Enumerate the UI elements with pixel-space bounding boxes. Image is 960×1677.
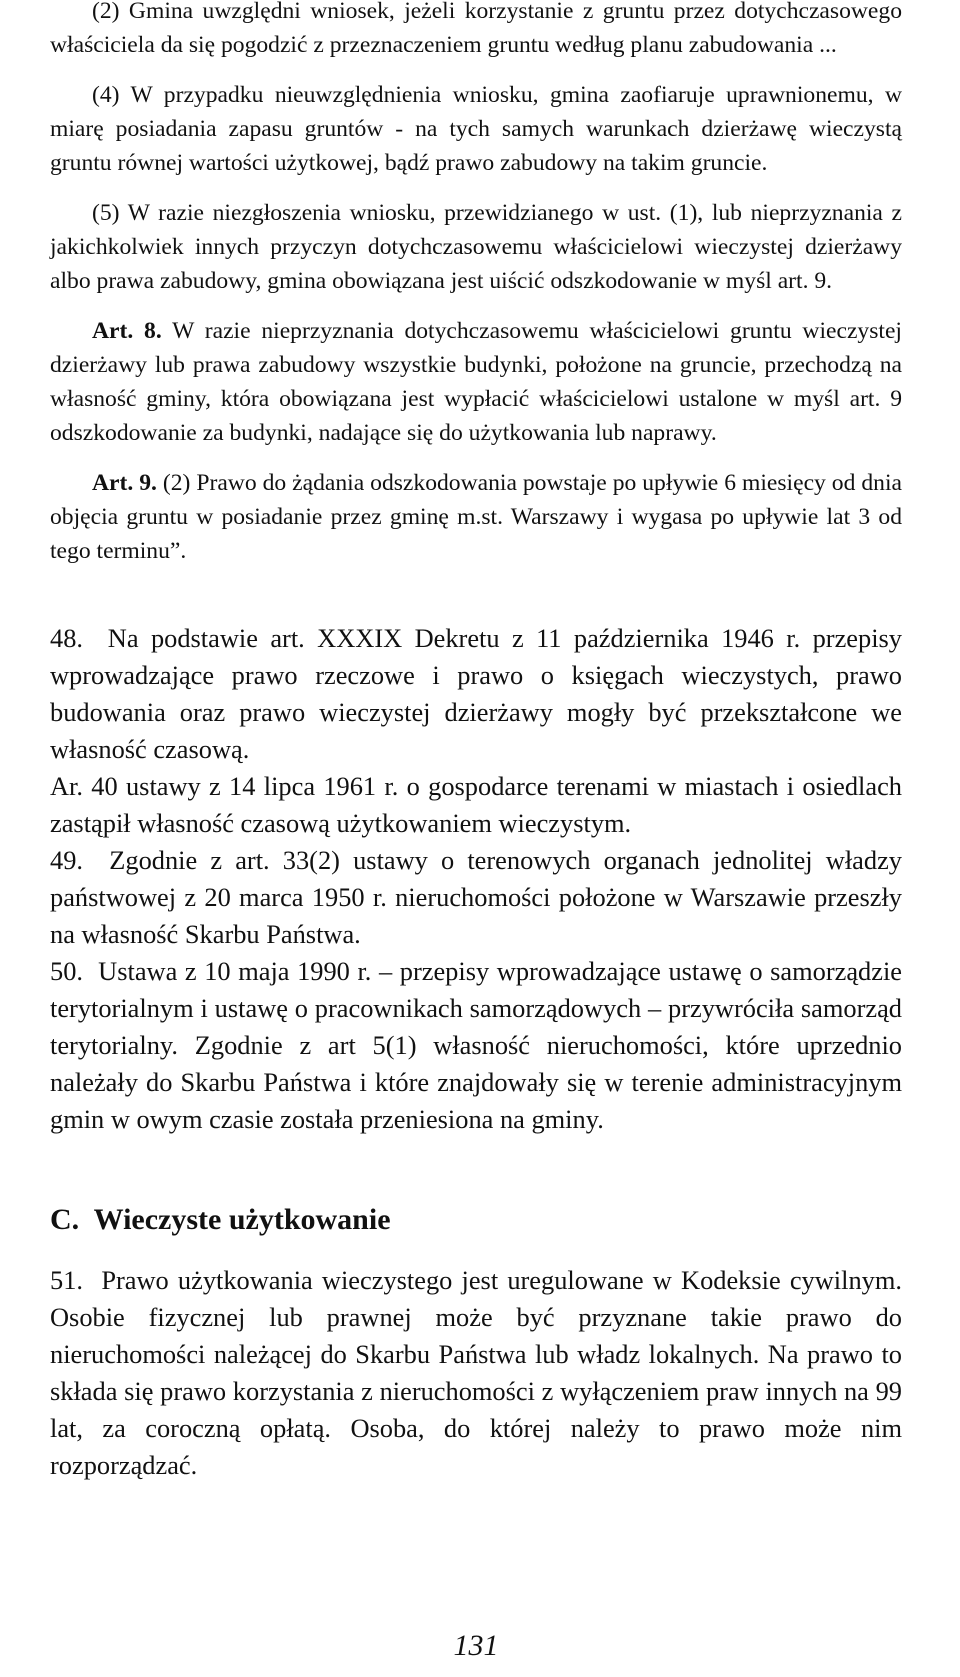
document-page (50, 0, 902, 1677)
note-50: 50. Ustawa z 10 maja 1990 r. – przepisy wprowadzające ustawę o samorządzie terytorialnym i ustawę o pracownikach samorządowych – przywróciła samorząd terytorialny. Zgodnie z art 5(1) własność nieruchomości, które uprzednio należały do Skarbu Państwa i które znajdowały się w terenie administracyjnym gmin w owym czasie została przeniesiona na gminy. (50, 956, 902, 1134)
quote-article-9 (50, 466, 902, 568)
note-49: 49. Zgodnie z art. 33(2) ustawy o terenowych organach jednolitej władzy państwowej z 20 marca 1950 r. nieruchomości położone w Warszawie przeszły na własność Skarbu Państwa. (50, 845, 902, 949)
numbered-notes (50, 620, 902, 1484)
note-48-continuation: Ar. 40 ustawy z 14 lipca 1961 r. o gospodarce terenami w miastach i osiedlach zastąpił własność czasową użytkowaniem wieczystym. (50, 771, 902, 838)
quote-paragraph-5: (5) W razie niezgłoszenia wniosku, przewidzianego w ust. (1), lub nieprzyznania z jakichkolwiek innych przyczyn dotychczasowemu właścicielowi wieczystej dzierżawy albo prawa zabudowy, gmina obowiązana jest uiścić odszkodowanie w myśl art. 9. (50, 200, 902, 294)
article-9-label: Art. 9. (92, 470, 157, 496)
quote-paragraph-4: (4) W przypadku nieuwzględnienia wniosku, gmina zaofiaruje uprawnionemu, w miarę posiadania zapasu gruntów - na tych samych warunkach dzierżawę wieczystą gruntu równej wartości użytkowej, bądź prawo zabudowy na takim gruncie. (50, 82, 902, 176)
article-8-text: W razie nieprzyznania dotychczasowemu właścicielowi gruntu wieczystej dzierżawy lub prawa zabudowy wszystkie budynki, położone na gruncie, przechodzą na własność gminy, która obowiązana jest wypłacić właścicielowi ustalone w myśl art. 9 odszkodowanie za budynki, nadające się do użytkowania lub naprawy. (50, 318, 902, 446)
article-9-text: (2) Prawo do żądania odszkodowania powstaje po upływie 6 miesięcy od dnia objęcia gruntu w posiadanie przez gminę m.st. Warszawy i wygasa po upływie lat 3 od tego terminu”. (50, 470, 902, 564)
page-number: 131 (453, 1629, 499, 1662)
quote-paragraph-2: (2) Gmina uwzględni wniosek, jeżeli korzystanie z gruntu przez dotychczasowego właściciela da się pogodzić z przeznaczeniem gruntu według planu zabudowania ... (50, 0, 902, 58)
note-51: 51. Prawo użytkowania wieczystego jest uregulowane w Kodeksie cywilnym. Osobie fizycznej lub prawnej może być przyznane takie prawo do nieruchomości należącej do Skarbu Państwa lub władz lokalnych. Na prawo to składa się prawo korzystania z nieruchomości z wyłączeniem praw innych na 99 lat, za coroczną opłatą. Osoba, do której należy to prawo może nim rozporządzać. (50, 1265, 902, 1480)
article-8-label: Art. 8. (92, 318, 162, 344)
quoted-statute (50, 0, 902, 568)
section-heading: C. Wieczyste użytkowanie (50, 1203, 391, 1236)
quote-article-8 (50, 314, 902, 450)
note-48: 48. Na podstawie art. XXXIX Dekretu z 11 października 1946 r. przepisy wprowadzające prawo rzeczowe i prawo o księgach wieczystych, prawo budowania oraz prawo wieczystej dzierżawy mogły być przekształcone we własność czasową. (50, 623, 902, 764)
